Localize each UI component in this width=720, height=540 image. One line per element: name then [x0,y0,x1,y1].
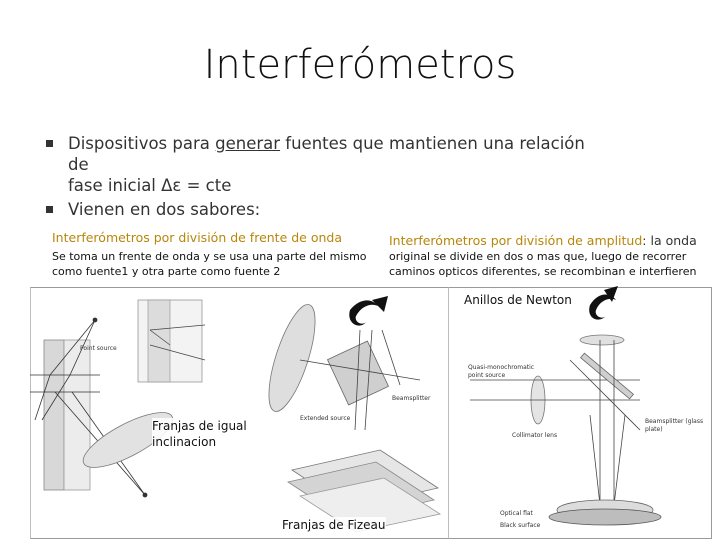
optical-flat-label: Optical flat [500,510,533,517]
newton-rings-label: Anillos de Newton [464,293,572,307]
bullet-text-line2: fase inicial Δε = cte [68,176,232,195]
left-section-heading: Interferómetros por división de frente de onda [52,230,343,245]
bullet-text-part-a: Dispositivos para [68,134,216,153]
eye-icon [589,286,618,320]
extended-source-label: Extended source [300,415,351,422]
inset-diagram [138,300,205,382]
igual-inclinacion-line1: Franjas de igual [152,419,247,433]
right-section-heading-suffix: : la onda [642,233,697,248]
point-source-label: Point source [80,345,117,352]
beamsplitter-label: Beamsplitter [392,395,431,402]
left-section-desc-line2: como fuente1 y otra parte como fuente 2 [52,265,281,278]
black-surface-label: Black surface [500,522,541,529]
bullet-text-part-b: fuentes que mantienen una relación de [68,134,585,174]
bullet-text: Vienen en dos sabores: [68,200,261,219]
igual-inclinacion-label [152,418,247,450]
bullet-text-underlined: generar [215,134,281,153]
right-section-desc-line1: original se divide en dos o mas que, luego de recorrer [389,250,687,263]
quasi-source-label: Quasi-monochromatic point source [468,364,535,379]
left-section-desc-line1: Se toma un frente de onda y se usa una parte del mismo [52,250,367,263]
fizeau-label: Franjas de Fizeau [282,518,386,532]
right-section-desc-line2: caminos opticos diferentes, se recombinan e interfieren [389,265,697,278]
eye-icon [349,296,388,326]
igual-inclinacion-line2: inclinacion [152,435,217,449]
collimator-label: Collimator lens [512,432,558,439]
right-section-heading: Interferómetros por división de amplitud [389,233,643,248]
page-title: Interferómetros [203,42,517,88]
beamsplitter-glass-label: Beamsplitter (glass plate) [645,418,704,433]
